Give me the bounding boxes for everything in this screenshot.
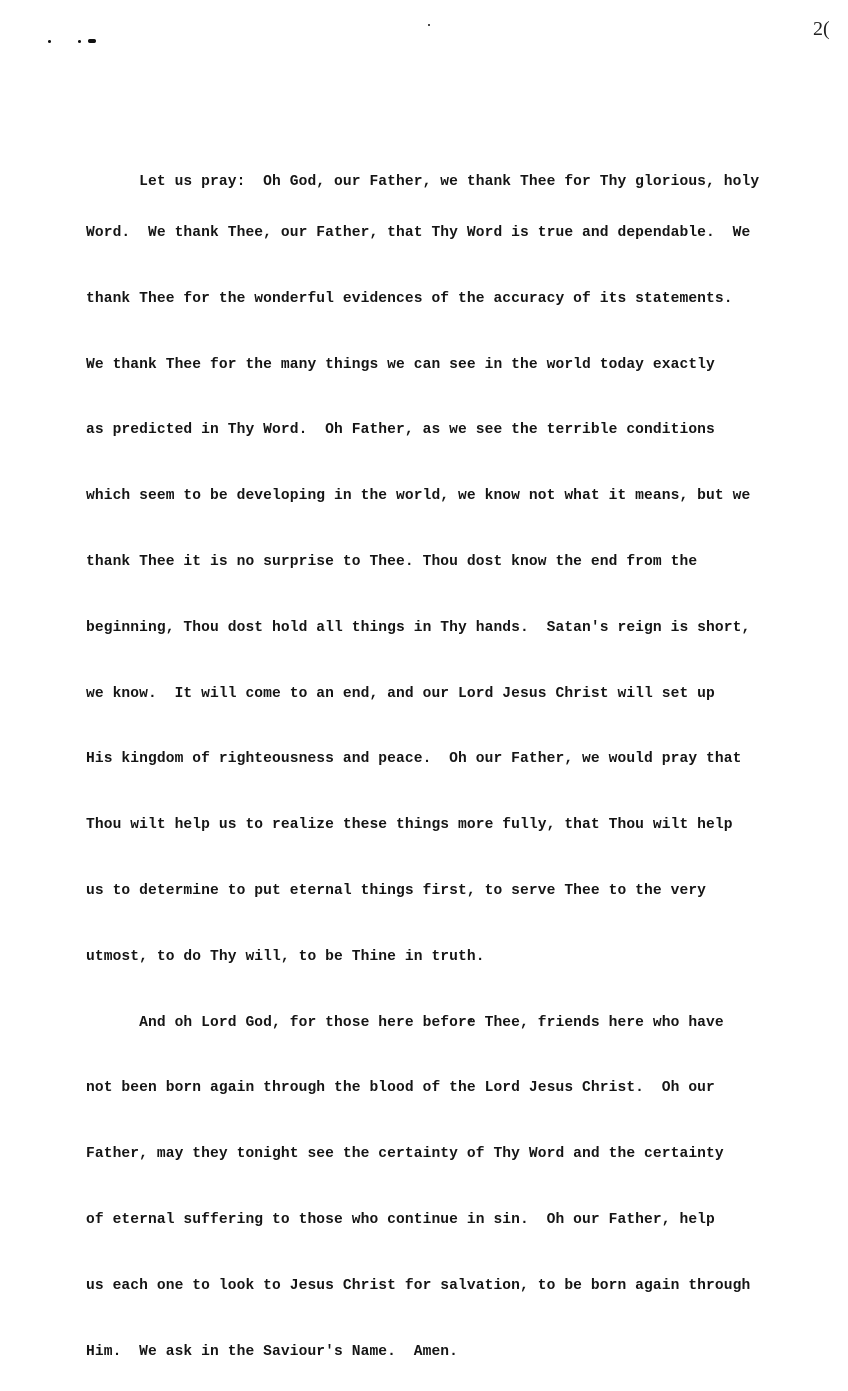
text-line: thank Thee for the wonderful evidences of the accuracy of its statements. — [86, 290, 733, 307]
text-line: beginning, Thou dost hold all things in Thy hands. Satan's reign is short, — [86, 619, 751, 636]
text-line: thank Thee it is no surprise to Thee. Thou dost know the end from the — [86, 553, 698, 570]
text-line: Him. We ask in the Saviour's Name. Amen. — [86, 1343, 459, 1360]
text-line: Father, may they tonight see the certainty of Thy Word and the certainty — [86, 1146, 724, 1163]
text-line: us each one to look to Jesus Christ for salvation, to be born again through — [86, 1277, 751, 1294]
ink-speck — [428, 24, 430, 26]
text-line: which seem to be developing in the world, we know not what it means, but we — [86, 488, 751, 505]
ink-speck — [48, 40, 51, 43]
text-line: of eternal suffering to those who continue in sin. Oh our Father, help — [86, 1211, 715, 1228]
text-line: And oh Lord God, for those here before Thee, friends here who have — [86, 1014, 724, 1031]
text-line: Word. We thank Thee, our Father, that Thy Word is true and dependable. We — [86, 225, 751, 241]
prayer-text — [86, 140, 846, 1391]
text-line: we know. It will come to an end, and our Lord Jesus Christ will set up — [86, 685, 715, 702]
text-line: utmost, to do Thy will, to be Thine in truth. — [86, 948, 485, 965]
text-line: Thou wilt help us to realize these things more fully, that Thou wilt help — [86, 817, 733, 834]
page-number: 2( — [813, 18, 830, 40]
ink-speck — [78, 40, 81, 43]
text-line: We thank Thee for the many things we can see in the world today exactly — [86, 356, 715, 373]
text-line: His kingdom of righteousness and peace. Oh our Father, we would pray that — [86, 751, 742, 768]
text-line: Let us pray: Oh God, our Father, we thank Thee for Thy glorious, holy — [86, 174, 760, 190]
text-line: not been born again through the blood of the Lord Jesus Christ. Oh our — [86, 1080, 715, 1097]
text-line: as predicted in Thy Word. Oh Father, as we see the terrible conditions — [86, 422, 715, 439]
text-line: us to determine to put eternal things first, to serve Thee to the very — [86, 882, 707, 899]
ink-speck — [88, 39, 96, 43]
